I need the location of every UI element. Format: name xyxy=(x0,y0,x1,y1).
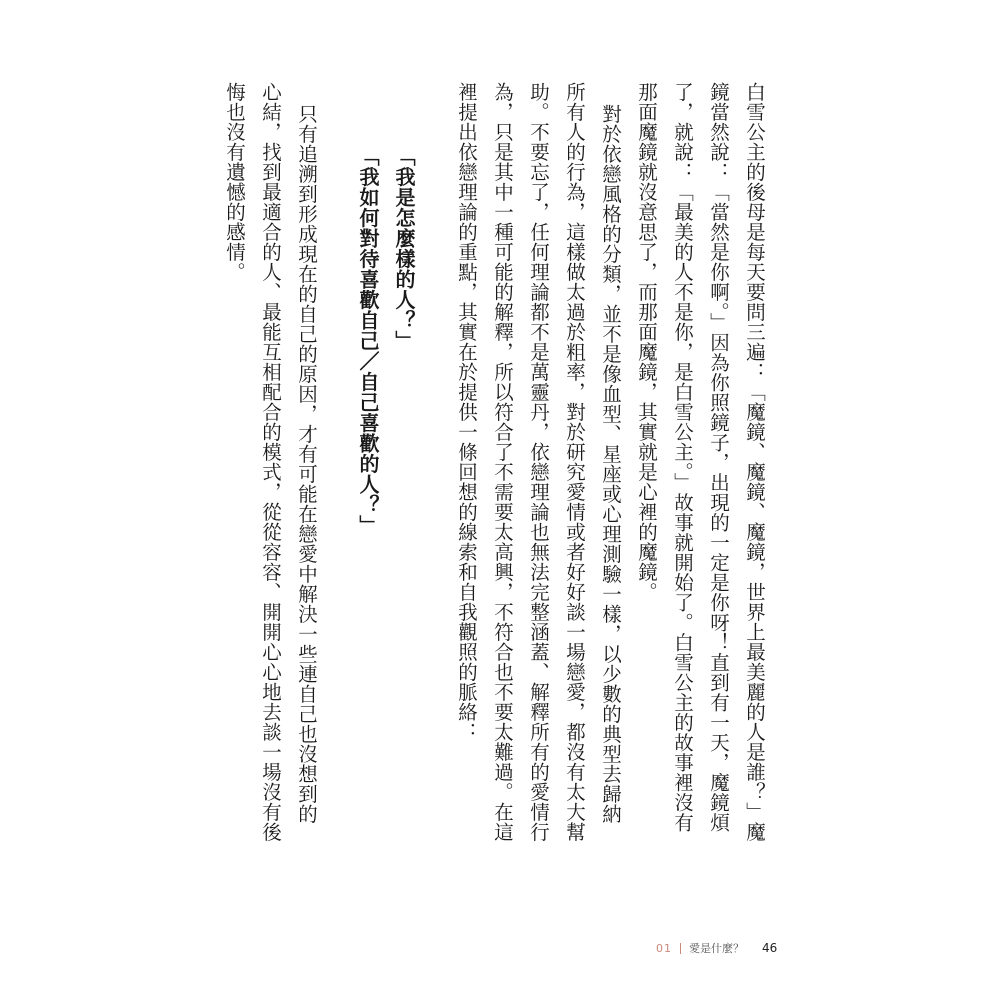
vertical-text-block xyxy=(216,82,772,842)
chapter-title: 愛是什麼？ xyxy=(689,942,744,955)
page-number: 46 xyxy=(762,941,778,955)
closing-line: 只有追溯到形成現在的自己的原因，才有可能在戀愛中解決一些連自己也沒想到的 xyxy=(295,104,318,824)
heading-question-2: 「我如何對待喜歡自己／自己喜歡的人？」 xyxy=(356,146,380,536)
body-line: 鏡當然說：「當然是你啊。」因為你照鏡子，出現的一定是你呀！直到有一天，魔鏡煩 xyxy=(707,82,730,833)
body-line: 那面魔鏡就沒意思了，而那面魔鏡，其實就是心裡的魔鏡。 xyxy=(635,82,658,602)
body-line: 裡提出依戀理論的重點，其實在於提供一條回想的線索和自我觀照的脈絡： xyxy=(455,82,478,742)
page-footer xyxy=(656,940,777,956)
closing-line: 心結，找到最適合的人、最能互相配合的模式，從從容容、開開心心地去談一場沒有後 xyxy=(259,82,282,842)
body-line: 白雪公主的後母是每天要問三遍：「魔鏡、魔鏡、魔鏡，世界上最美麗的人是誰？」魔 xyxy=(743,82,766,842)
body-line: 對於依戀風格的分類，並不是像血型、星座或心理測驗一樣，以少數的典型去歸納 xyxy=(599,104,622,824)
body-line: 為，只是其中一種可能的解釋，所以符合了不需要太高興，不符合也不要太難過。在這 xyxy=(491,82,514,842)
body-line: 了，就說：「最美的人不是你，是白雪公主。」故事就開始了。白雪公主的故事裡沒有 xyxy=(671,82,694,833)
chapter-number: 01 xyxy=(656,941,672,955)
closing-line: 悔也沒有遺憾的感情。 xyxy=(223,82,246,282)
body-line: 助。不要忘了，任何理論都不是萬靈丹，依戀理論也無法完整涵蓋、解釋所有的愛情行 xyxy=(527,82,550,842)
heading-question-1: 「我是怎麼樣的人？」 xyxy=(392,146,416,351)
footer-divider xyxy=(680,943,681,954)
body-line: 所有人的行為，這樣做太過於粗率，對於研究愛情或者好好談一場戀愛，都沒有太大幫 xyxy=(563,82,586,842)
